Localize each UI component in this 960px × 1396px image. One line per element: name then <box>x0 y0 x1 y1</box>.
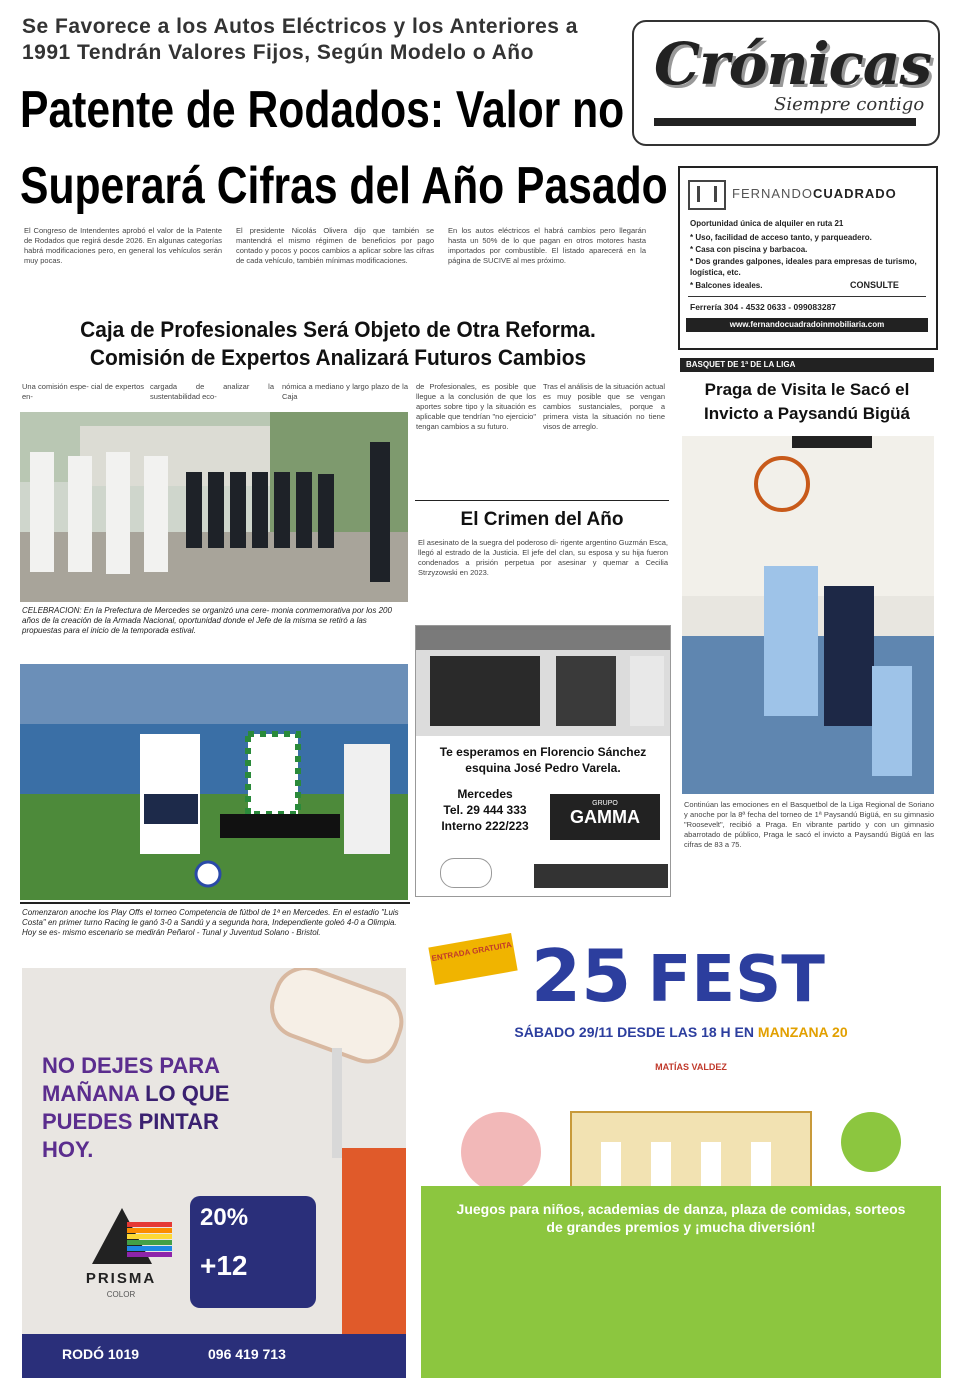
football-photo-art <box>20 664 408 900</box>
ad-item-4: * Balcones ideales. <box>690 281 763 290</box>
football-photo <box>20 664 408 900</box>
caja-col-1: Una comisión espe- cial de expertos en- <box>22 382 144 401</box>
ad-item-2: * Casa con piscina y barbacoa. <box>690 245 808 254</box>
ceremony-photo <box>20 412 408 602</box>
football-caption: Comenzaron anoche los Play Offs el torneo Competencia de fútbol de 1ª en Mercedes. En el estadio "Luis Costa" en primer turno Racing le ganó 3-0 a Sandú y a segunda hora, Independiente goleó 4-0 a Olimpia. Hoy se es- mismo escenario se medirán Peñarol - Tunal y Juventud Solano - Bristol. <box>22 908 399 937</box>
gamma-address <box>422 744 664 776</box>
ad-phone: Ferrería 304 - 4532 0633 - 099083287 <box>690 302 837 312</box>
logo-subtitle: Siempre contigo <box>774 94 925 115</box>
ad-item-3: * Dos grandes galpones, ideales para empresas de turismo, logística, etc. <box>690 257 917 277</box>
basket-title-line-1: Praga de Visita le Sacó el <box>704 380 910 399</box>
fest-title-number: 25 <box>531 934 632 1018</box>
prisma-sub: COLOR <box>106 1290 136 1299</box>
basketball-photo-art <box>682 436 934 794</box>
ad-website[interactable]: www.fernandocuadradoinmobiliaria.com <box>686 318 928 332</box>
paint-footer <box>22 1334 406 1378</box>
gamma-interno: Interno 222/223 <box>441 819 529 833</box>
caja-col-2: cargada de analizar la sustentabilidad eco- <box>150 382 274 401</box>
fest-artist: MATÍAS VALDEZ <box>655 1062 727 1072</box>
caja-col-4: de Profesionales, es posible que llegue a la conclusión de que los aportes sobre tipo y la situación es aplicable que tendrían "no ejercicio" tengan cambios a su futuro. <box>416 382 536 431</box>
main-headline <box>20 72 668 224</box>
slogan-line-2a: MAÑANA <box>42 1081 146 1106</box>
brand-first: FERNANDO <box>732 186 813 201</box>
prisma-brand: PRISMA <box>85 1270 157 1287</box>
fest-date-a: SÁBADO 29/11 DESDE LAS 18 H EN <box>514 1024 758 1040</box>
storefront-photo <box>416 626 670 736</box>
slogan-line-2b: LO QUE <box>145 1081 230 1106</box>
promo-discount: 20% <box>200 1204 249 1231</box>
gamma-line-2: esquina José Pedro Varela. <box>465 761 621 775</box>
crimen-body: El asesinato de la suegra del poderoso di- rigente argentino Guzmán Esca, llegó al estrado de la Justicia. El jefe del clan, su esposa y su hija fueron condenados a prisión perpetua por asesinar y quemar a Cecilia Strzyzowski en 2023. <box>418 538 668 577</box>
gamma-contact <box>430 786 540 834</box>
fest-date <box>441 1024 921 1040</box>
gamma-line-1: Te esperamos en Florencio Sánchez <box>439 745 647 759</box>
basket-body: Continúan las emociones en el Basquetbol de la Liga Regional de Soriano y anoche por la 8ª fecha del torneo de 1ª Paysandú Bigüá, en su gimnasio "Roosevelt", recibió a Praga. En vibrante partido y con un gimnasio abarrotado de público, Praga le sacó el invicto a Paysandú Bigüá en las cifras de 83 a 75. <box>684 800 934 849</box>
paint-slogan <box>42 1052 282 1164</box>
gamma-logo-brand: GAMMA <box>570 807 640 827</box>
crimen-title: El Crimen del Año <box>460 509 624 530</box>
kicker: Se Favorece a los Autos Eléctricos y los Anteriores a 1991 Tendrán Valores Fijos, Según Modelo o Año <box>22 15 578 64</box>
gamma-city: Mercedes <box>457 787 513 801</box>
ad-divider <box>688 296 926 297</box>
lead-col-1: El Congreso de Intendentes aprobó el valor de la Patente de Rodados que regirá desde 2026. En algunas categorías habrá modificaciones pero, en general los vehículos serán muy pocas. <box>24 226 222 265</box>
fest-title-word: FEST <box>647 943 825 1017</box>
caja-title-line-1: Caja de Profesionales Será Objeto de Otra Reforma. <box>80 317 596 342</box>
ad-item-1: * Uso, facilidad de acceso tanto, y parqueadero. <box>690 233 872 242</box>
brand-second: CUADRADO <box>812 186 897 201</box>
fest-body: Juegos para niños, academias de danza, plaza de comidas, sorteos de grandes premios y ¡mucha diversión! <box>456 1201 906 1235</box>
gamma-ad[interactable] <box>415 625 671 897</box>
logo-text: Crónicas <box>654 30 932 98</box>
fest-date-b: MANZANA 20 <box>757 1024 848 1040</box>
slogan-line-1: NO DEJES PARA <box>42 1053 221 1078</box>
lead-col-2: El presidente Nicolás Olivera dijo que también se mantendrá el mismo régimen de beneficios por pago contado y pocos y pocos cambios a aplicar sobre las cifras de cada vehículo, también mínimas modificaciones. <box>236 226 434 265</box>
gamma-logo-top: GRUPO <box>592 800 618 807</box>
slogan-line-3b: PINTAR <box>138 1109 219 1134</box>
caja-title <box>34 316 642 372</box>
gamma-logo <box>550 794 660 840</box>
ceremony-caption: CELEBRACION: En la Prefectura de Mercedes se organizó una cere- monia conmemorativa por los 200 años de la creación de la Armada Nacional, oportunidad donde el Jefe de la misma se retiró a las propuestas para el inicio de la temporada estival. <box>22 606 392 635</box>
real-estate-ad[interactable] <box>678 166 938 350</box>
slogan-line-4: HOY. <box>42 1137 94 1162</box>
caja-col-3: nómica a mediano y largo plazo de la Caja <box>282 382 408 401</box>
caja-col-5: Tras el análisis de la situación actual es muy posible que se vengan cambios sustanciales, porque a primera vista la situación no tiene visos de arreglo. <box>543 382 665 431</box>
ceremony-photo-art <box>20 412 408 602</box>
paint-address: RODÓ 1019 <box>62 1346 140 1362</box>
promo-badge <box>190 1196 316 1308</box>
paint-ad[interactable] <box>22 968 406 1378</box>
crimen-divider <box>415 500 669 501</box>
prism-logo-icon <box>72 1208 172 1268</box>
fest-ad[interactable] <box>421 900 941 1378</box>
basket-tag: BASQUET DE 1ª DE LA LIGA <box>680 358 934 372</box>
free-entry-badge: ENTRADA GRATUITA <box>428 933 517 985</box>
section-divider <box>20 902 410 904</box>
logo-bar <box>654 118 916 126</box>
gamma-tel: Tel. 29 444 333 <box>443 803 527 817</box>
gamma-black-bar <box>534 864 668 888</box>
basketball-photo <box>682 436 934 794</box>
slogan-line-3a: PUEDES <box>42 1109 139 1134</box>
fest-title <box>531 934 871 1018</box>
building-icon <box>688 180 726 210</box>
ad-headline: Oportunidad única de alquiler en ruta 21 <box>690 219 844 228</box>
ad-brand <box>732 186 897 201</box>
plaza-illustration <box>441 1082 921 1192</box>
basket-title-line-2: Invicto a Paysandú Bigüá <box>704 404 910 423</box>
headline-line-2: Superará Cifras del Año Pasado <box>20 157 668 215</box>
masthead-logo[interactable] <box>632 20 940 146</box>
caja-title-line-2: Comisión de Expertos Analizará Futuros Cambios <box>89 345 587 370</box>
car-icon <box>440 858 492 888</box>
promo-cuotas: +12 <box>200 1250 248 1281</box>
paint-phone: 096 419 713 <box>208 1346 286 1362</box>
lead-col-3: En los autos eléctricos el habrá cambios pero llegarán hasta un 50% de lo que pagan en otros motores hasta importados por combustible. El listado aparecerá en la página de SUCIVE al mes próximo. <box>448 226 646 265</box>
headline-line-1: Patente de Rodados: Valor no <box>20 81 625 139</box>
basket-title <box>680 378 934 426</box>
ad-consult: CONSULTE <box>850 280 899 290</box>
fest-green-panel <box>421 1186 941 1378</box>
